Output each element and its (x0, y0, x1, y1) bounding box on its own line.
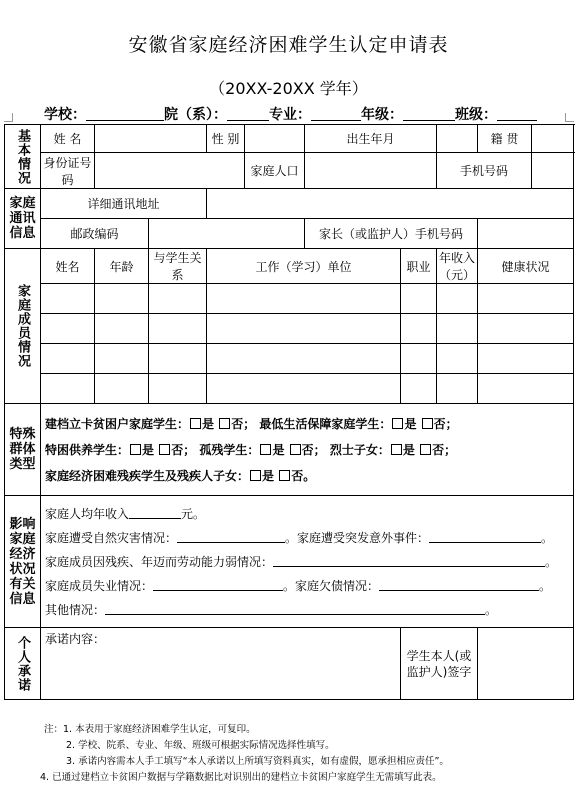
contact-header: 家庭通讯信息 (9, 196, 36, 241)
col-relation: 与学生关系 (149, 249, 207, 284)
orphan-no-checkbox[interactable] (290, 444, 301, 455)
member-cell[interactable] (149, 374, 207, 404)
col-name: 姓名 (41, 249, 95, 284)
phone-label: 手机号码 (437, 153, 532, 189)
member-cell[interactable] (478, 344, 574, 374)
income-field[interactable] (129, 506, 181, 519)
disaster-label: 家庭遭受自然灾害情况： (45, 530, 178, 545)
corner-mark-tl (4, 113, 13, 122)
page-title: 安徽省家庭经济困难学生认定申请表 (128, 34, 449, 56)
birth-field[interactable] (437, 125, 478, 153)
basic-row-2 (5, 153, 574, 189)
special-header: 特殊群体类型 (9, 427, 36, 472)
extreme-poor-label: 特困供养学生： (45, 442, 130, 457)
household-field[interactable] (305, 153, 437, 189)
martyr-label: 烈士子女： (329, 442, 390, 457)
no-label: 否 (171, 442, 184, 457)
basic-header-cell (5, 125, 41, 189)
col-occupation: 职业 (401, 249, 437, 284)
notes (40, 722, 574, 786)
yes-label: 是 (272, 442, 285, 457)
factors-header-cell (5, 496, 41, 628)
promise-row (5, 628, 574, 700)
signature-label: 学生本人(或监护人)签字 (401, 628, 478, 700)
special-line-2: 特困供养学生： 是 否； 孤残学生： 是 否； 烈士子女： 是 否； (45, 442, 457, 457)
special-row (5, 404, 574, 496)
orphan-yes-checkbox[interactable] (260, 444, 271, 455)
guardian-phone-field[interactable] (478, 219, 574, 249)
min-living-label: 最低生活保障家庭学生： (259, 416, 392, 431)
member-cell[interactable] (41, 344, 95, 374)
filing-poor-label: 建档立卡贫困户家庭学生： (45, 416, 190, 431)
name-label: 姓 名 (41, 125, 95, 153)
basic-header: 基本情况 (15, 128, 30, 185)
disabled-no-checkbox[interactable] (279, 470, 290, 481)
contact-header-cell (5, 189, 41, 249)
extreme-poor-yes-checkbox[interactable] (130, 444, 141, 455)
member-cell[interactable] (437, 374, 478, 404)
member-cell[interactable] (437, 314, 478, 344)
martyr-yes-checkbox[interactable] (391, 444, 402, 455)
member-cell[interactable] (41, 374, 95, 404)
debt-field[interactable] (379, 578, 539, 591)
special-line-1: 建档立卡贫困户家庭学生： 是 否； 最低生活保障家庭学生： 是 否； (45, 416, 458, 431)
college-field[interactable] (227, 106, 269, 121)
members-header-row (5, 249, 574, 284)
promise-content-cell[interactable] (41, 628, 401, 700)
address-field[interactable] (207, 189, 574, 219)
disaster-line: 家庭遭受自然灾害情况： 。家庭遭受突发意外事件： 。 (45, 530, 554, 545)
id-field[interactable] (95, 153, 245, 189)
other-line: 其他情况： 。 (45, 602, 498, 617)
member-cell[interactable] (95, 344, 149, 374)
no-label: 否 (432, 442, 445, 457)
unemployment-line: 家庭成员失业情况： 。家庭欠债情况： 。 (45, 578, 552, 593)
member-cell[interactable] (478, 314, 574, 344)
promise-header-cell (5, 628, 41, 700)
member-cell[interactable] (437, 284, 478, 314)
col-income: 年收入（元） (437, 249, 478, 284)
martyr-no-checkbox[interactable] (420, 444, 431, 455)
member-cell[interactable] (207, 314, 401, 344)
member-cell[interactable] (149, 284, 207, 314)
gender-label: 性 别 (207, 125, 245, 153)
no-label: 否 (291, 468, 304, 483)
yes-label: 是 (142, 442, 155, 457)
income-unit: 元。 (181, 506, 206, 521)
household-label: 家庭人口 (245, 153, 305, 189)
note-2: 2. 学校、院系、专业、年级、班级可根据实际情况选择性填写。 (66, 740, 335, 751)
income-line (45, 502, 571, 526)
illness-field[interactable] (273, 554, 545, 567)
special-options (41, 404, 574, 496)
no-label: 否 (301, 442, 314, 457)
other-field[interactable] (105, 602, 485, 615)
orphan-label: 孤残学生： (199, 442, 260, 457)
member-cell[interactable] (41, 284, 95, 314)
unemployment-label: 家庭成员失业情况： (45, 578, 154, 593)
signature-field[interactable] (478, 628, 574, 700)
disaster-field[interactable] (177, 530, 285, 543)
major-label: 专业： (269, 107, 311, 123)
disabled-label: 家庭经济困难残疾学生及残疾人子女： (45, 468, 250, 483)
member-cell[interactable] (149, 314, 207, 344)
member-cell[interactable] (95, 314, 149, 344)
member-cell[interactable] (207, 344, 401, 374)
col-workplace: 工作（学习）单位 (207, 249, 401, 284)
promise-header: 个人承诺 (15, 635, 30, 692)
college-label: 院（系）： (164, 107, 227, 123)
special-line-3: 家庭经济困难残疾学生及残疾人子女： 是 否。 (45, 468, 316, 483)
member-cell[interactable] (401, 284, 437, 314)
member-row (5, 374, 574, 404)
factors-content (41, 496, 574, 628)
member-cell[interactable] (401, 374, 437, 404)
min-living-yes-checkbox[interactable] (392, 418, 403, 429)
no-label: 否 (231, 416, 244, 431)
yes-label: 是 (404, 416, 417, 431)
illness-line: 家庭成员因残疾、年迈而劳动能力弱情况： 。 (45, 554, 558, 569)
member-row (5, 284, 574, 314)
postcode-field[interactable] (149, 219, 305, 249)
col-health: 健康状况 (478, 249, 574, 284)
min-living-no-checkbox[interactable] (422, 418, 433, 429)
member-cell[interactable] (95, 284, 149, 314)
birth-label: 出生年月 (305, 125, 437, 153)
postcode-label: 邮政编码 (41, 219, 149, 249)
members-header-cell (5, 249, 41, 404)
school-label: 学校： (44, 107, 86, 123)
note-1: 注：1. 本表用于家庭经济困难学生认定，可复印。 (44, 724, 256, 735)
grade-label: 年级： (361, 107, 403, 123)
illness-label: 家庭成员因残疾、年迈而劳动能力弱情况： (45, 554, 274, 569)
page-subtitle: （20XX-20XX 学年） (209, 79, 368, 98)
member-row (5, 314, 574, 344)
gender-field[interactable] (245, 125, 305, 153)
member-cell[interactable] (149, 344, 207, 374)
member-cell[interactable] (207, 374, 401, 404)
origin-label: 籍 贯 (478, 125, 532, 153)
extreme-poor-no-checkbox[interactable] (159, 444, 170, 455)
class-label: 班级： (455, 107, 497, 123)
disabled-yes-checkbox[interactable] (250, 470, 261, 481)
col-age: 年龄 (95, 249, 149, 284)
note-4: 4. 已通过建档立卡贫困户数据与学籍数据比对识别出的建档立卡贫困户家庭学生无需填写此表。 (40, 772, 442, 783)
no-label: 否 (433, 416, 446, 431)
id-label: 身份证号 码 (41, 153, 95, 189)
phone-field[interactable] (532, 153, 574, 189)
class-field[interactable] (497, 106, 537, 121)
factors-header: 影响家庭经济状况有关信息 (9, 516, 36, 607)
unemployment-field[interactable] (153, 578, 283, 591)
filing-poor-no-checkbox[interactable] (219, 418, 230, 429)
member-cell[interactable] (437, 344, 478, 374)
origin-field[interactable] (532, 125, 574, 153)
factors-row (5, 496, 574, 628)
special-header-cell (5, 404, 41, 496)
basic-row-1 (5, 125, 574, 153)
yes-label: 是 (262, 468, 275, 483)
member-cell[interactable] (401, 344, 437, 374)
contact-row-1 (5, 189, 574, 219)
yes-label: 是 (402, 442, 415, 457)
filing-poor-yes-checkbox[interactable] (190, 418, 201, 429)
other-label: 其他情况： (45, 602, 106, 617)
application-form-table (4, 124, 574, 700)
guardian-phone-label: 家长（或监护人）手机号码 (305, 219, 478, 249)
member-cell[interactable] (478, 284, 574, 314)
member-cell[interactable] (401, 314, 437, 344)
member-row (5, 344, 574, 374)
income-label: 家庭人均年收入 (45, 506, 130, 521)
member-cell[interactable] (478, 374, 574, 404)
member-cell[interactable] (41, 314, 95, 344)
debt-label: 家庭欠债情况： (295, 578, 380, 593)
member-cell[interactable] (95, 374, 149, 404)
school-info-line (44, 104, 574, 124)
accident-field[interactable] (429, 530, 541, 543)
school-field[interactable] (86, 106, 164, 121)
note-3: 3. 承诺内容需本人手工填写“本人承诺以上所填写资料真实，如有虚假，愿承担相应责任”。 (66, 756, 449, 767)
major-field[interactable] (311, 106, 361, 121)
yes-label: 是 (202, 416, 215, 431)
members-header: 家庭成员情况 (15, 284, 30, 368)
grade-field[interactable] (403, 106, 455, 121)
accident-label: 家庭遭受突发意外事件： (297, 530, 430, 545)
address-label: 详细通讯地址 (41, 189, 207, 219)
promise-content-label: 承诺内容： (45, 632, 106, 646)
member-cell[interactable] (207, 284, 401, 314)
name-field[interactable] (95, 125, 207, 153)
contact-row-2 (5, 219, 574, 249)
